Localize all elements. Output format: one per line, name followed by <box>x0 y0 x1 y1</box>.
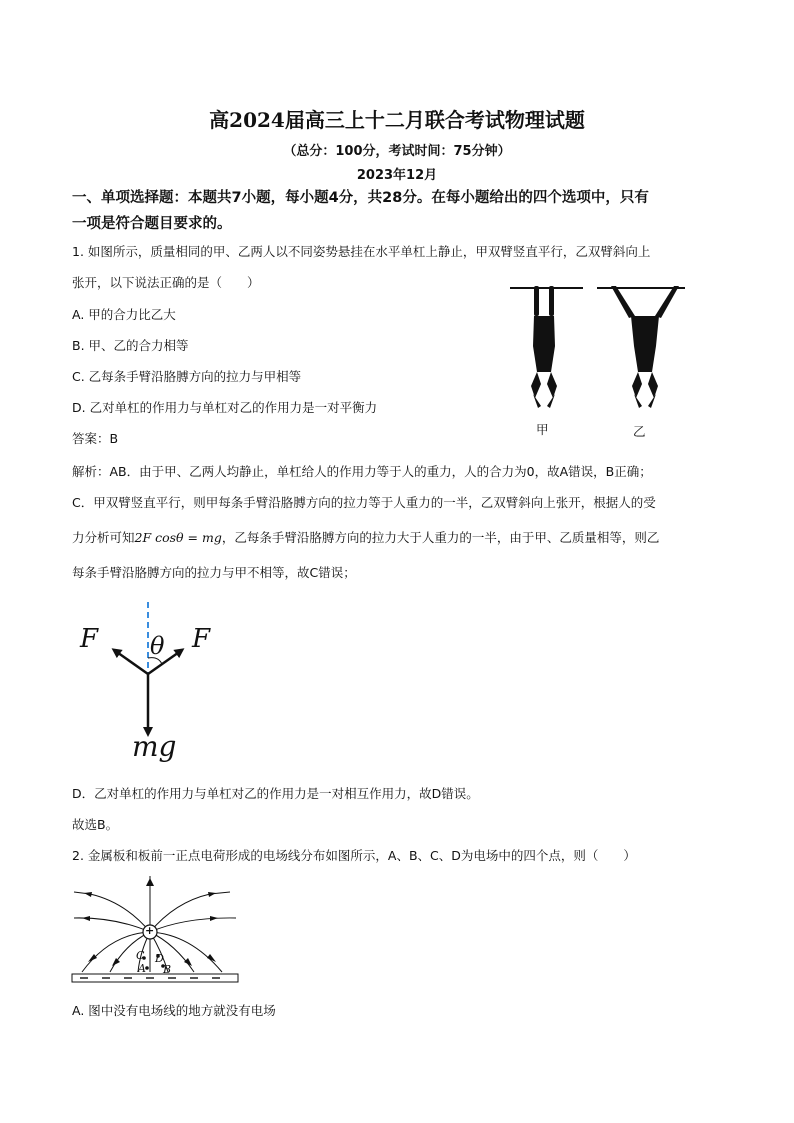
force-label-mg: mg <box>132 730 177 763</box>
person-jia-silhouette <box>531 286 557 408</box>
q2-stem: 2. 金属板和板前一正点电荷形成的电场线分布如图所示，A、B、C、D为电场中的四个点，则（ ） <box>72 848 636 863</box>
q1-conclusion: 故选B。 <box>72 817 119 832</box>
q1-analysis-line4: 每条手臂沿胳膊方向的拉力与甲不相等，故C错误； <box>72 565 356 580</box>
q2-option-a: A. 图中没有电场线的地方就没有电场 <box>72 1003 276 1018</box>
q1-analysis-line5: D．乙对单杠的作用力与单杠对乙的作用力是一对相互作用力，故D错误。 <box>72 786 479 801</box>
q1-stem-line2: 张开，以下说法正确的是（ ） <box>72 275 260 290</box>
q1-analysis-line3 <box>72 528 659 548</box>
force-label-f-left: F <box>80 624 99 654</box>
figure-label-jia: 甲 <box>536 422 549 437</box>
section-heading-line1: 一、单项选择题：本题共7小题，每小题4分，共28分。在每小题给出的四个选项中，只有 <box>72 190 649 206</box>
q1-option-b: B. 甲、乙的合力相等 <box>72 338 189 353</box>
hanging-figure <box>505 280 690 440</box>
person-yi-silhouette <box>611 286 679 408</box>
force-label-f-right: F <box>192 624 211 654</box>
q1-analysis-line1: 解析：AB．由于甲、乙两人均静止，单杠给人的作用力等于人的重力，人的合力为0，故A错误，B正确； <box>72 464 652 479</box>
electric-field-figure <box>70 872 240 996</box>
section-heading-line2: 一项是符合题目要求的。 <box>72 216 232 232</box>
exam-meta: （总分：100分，考试时间：75分钟） <box>283 144 511 159</box>
force-formula: 2F cosθ = mg <box>134 530 222 545</box>
point-label-a: A <box>138 962 146 975</box>
q1-analysis-line2: C．甲双臂竖直平行，则甲每条手臂沿胳膊方向的拉力等于人重力的一半，乙双臂斜向上张开，根据人的受 <box>72 495 656 510</box>
force-arrow-left <box>114 650 148 674</box>
q1-answer: 答案：B <box>72 431 119 446</box>
q1-option-d: D. 乙对单杠的作用力与单杠对乙的作用力是一对平衡力 <box>72 400 378 415</box>
exam-date: 2023年12月 <box>356 168 438 183</box>
figure-label-yi: 乙 <box>633 424 646 439</box>
analysis-line3-pre: 力分析可知 <box>72 530 135 545</box>
point-label-b: B <box>163 963 172 976</box>
q1-option-a: A. 甲的合力比乙大 <box>72 307 176 322</box>
angle-label-theta: θ <box>150 632 165 660</box>
point-label-c: C <box>136 949 145 962</box>
q1-option-c: C. 乙每条手臂沿胳膊方向的拉力与甲相等 <box>72 369 302 384</box>
page-title: 高2024届高三上十二月联合考试物理试题 <box>209 108 585 132</box>
charge-plus-label: + <box>145 924 155 937</box>
point-label-d: D <box>155 952 164 965</box>
analysis-line3-post: ，乙每条手臂沿胳膊方向的拉力大于人重力的一半，由于甲、乙质量相等，则乙 <box>221 530 660 545</box>
q1-stem-line1: 1. 如图所示，质量相同的甲、乙两人以不同姿势悬挂在水平单杠上静止，甲双臂竖直平行，乙双臂斜向上 <box>72 244 651 259</box>
